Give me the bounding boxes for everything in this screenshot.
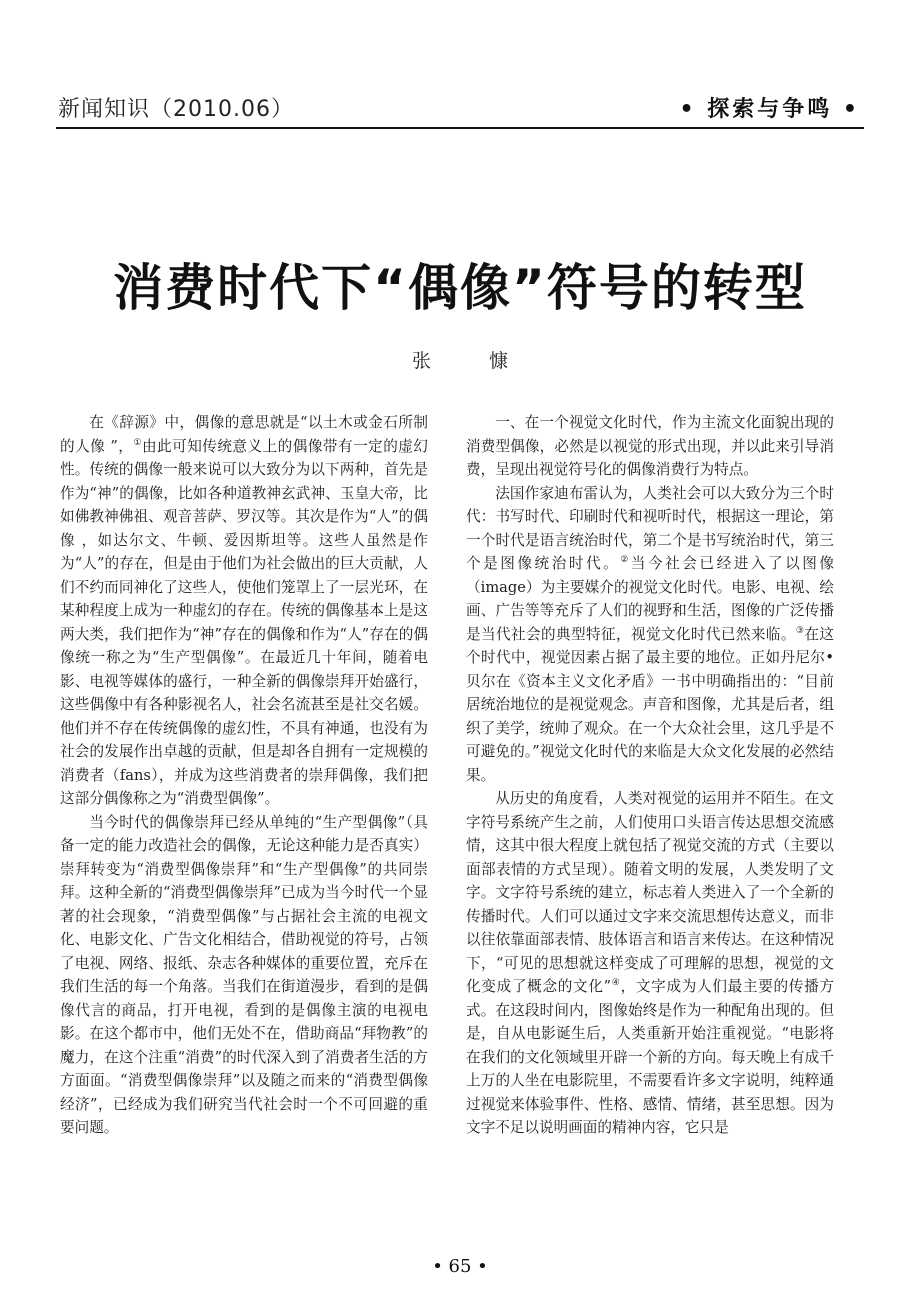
left-paragraph-1-text-b: 由此可知传统意义上的偶像带有一定的虚幻性。传统的偶像一般来说可以大致分为以下两种，首先是作为“神”的偶像，比如各种道教神玄武神、玉皇大帝，比如佛教神佛祖、观音菩萨、罗汉等。其次是作为“人”的偶像 ，如达尔文、牛顿、爱因斯坦等。这些人虽然是作为“人”的存在，但是由于他们为社会做出的巨大贡献，人们不约而同神化了这些人，使他们笼罩上了一层光环，在某种程度上成为一种虚幻的存在。传统的偶像基本上是这两大类，我们把作为“神”存在的偶像和作为“人”存在的偶像统一称之为“生产型偶像”。在最近几十年间，随着电影、电视等媒体的盛行，一种全新的偶像崇拜开始盛行，这些偶像中有各种影视名人，社会名流甚至是社交名媛。他们并不存在传统偶像的虚幻性，不具有神通，也没有为社会的发展作出卓越的贡献，但是却各自拥有一定规模的消费者（fans），并成为这些消费者的崇拜偶像，我们把这部分偶像称之为“消费型偶像”。 [60,437,428,807]
footnote-marker-4: ④ [611,978,621,989]
right-paragraph-1: 一、在一个视觉文化时代，作为主流文化面貌出现的消费型偶像，必然是以视觉的形式出现，并以此来引导消费，呈现出视觉符号化的偶像消费行为特点。 [466,414,834,478]
right-paragraph-2-text-a: 法国作家迪布雷认为，人类社会可以大致分为三个时代：书写时代、印刷时代和视听时代，根据这一理论，第一个时代是语言统治时代，第二个是书写统治时代，第三个是图像统治时代。 [466,484,834,572]
journal-header: 新闻知识（2010.06） [58,97,294,122]
right-paragraph-3 [466,787,834,1140]
right-paragraph-2-text-c: 在这个时代中，视觉因素占据了最主要的地位。正如丹尼尔•贝尔在《资本主义文化矛盾》一书中明确指出的：“目前居统治地位的是视觉观念。声音和图像，尤其是后者，组织了美学，统帅了观众。在一个大众社会里，这几乎是不可避免的。”视觉文化时代的来临是大众文化发展的必然结果。 [466,625,834,784]
right-paragraph-3-text-a: 从历史的角度看，人类对视觉的运用并不陌生。在文字符号系统产生之前，人们使用口头语言传达思想交流感情，这其中很大程度上就包括了视觉交流的方式（主要以面部表情的方式呈现）。随着文明的发展，人类发明了文字。文字符号系统的建立，标志着人类进入了一个全新的传播时代。人们可以通过文字来交流思想传达意义，而非以往依靠面部表情、肢体语言和语言来传达。在这种情况下，“可见的思想就这样变成了可理解的思想，视觉的文化变成了概念的文化” [466,790,834,995]
footnote-marker-3: ③ [795,625,805,636]
page-number: • 65 • [432,1256,488,1277]
left-column [60,411,428,1140]
right-column [466,411,834,1140]
right-paragraph-2 [466,482,834,788]
footnote-marker-1: ① [133,437,142,448]
article-title: 消费时代下“偶像”符号的转型 [113,259,807,317]
left-paragraph-2: 当今时代的偶像崇拜已经从单纯的“生产型偶像”（具备一定的能力改造社会的偶像，无论这种能力是否真实）崇拜转变为“消费型偶像崇拜”和“生产型偶像”的共同崇拜。这种全新的“消费型偶像崇拜”已成为当今时代一个显著的社会现象，“消费型偶像”与占据社会主流的电视文化、电影文化、广告文化相结合，借助视觉的符号，占领了电视、网络、报纸、杂志各种媒体的重要位置，充斥在我们生活的每一个角落。当我们在街道漫步，看到的是偶像代言的商品，打开电视，看到的是偶像主演的电视电影。在这个都市中，他们无处不在，借助商品“拜物教”的魔力，在这个注重“消费”的时代深入到了消费者生活的方方面面。“消费型偶像崇拜”以及随之而来的“消费型偶像经济”，已经成为我们研究当代社会时一个不可回避的重要问题。 [60,813,428,1136]
section-header: • 探索与争鸣 • [679,97,860,122]
header-rule [56,127,864,129]
footnote-marker-2: ② [620,555,631,566]
article-author: 张 慷 [411,350,535,372]
right-paragraph-2-text-b: 当今社会已经进入了以图像（image）为主要媒介的视觉文化时代。电影、电视、绘画、广告等等充斥了人们的视野和生活，图像的广泛传播是当代社会的典型特征，视觉文化时代已然来临。 [466,555,834,643]
left-paragraph-1 [60,411,428,811]
left-paragraph-1-text-a: 在《辞源》中，偶像的意思就是“以土木或金石所制的人像 ”， [60,414,428,455]
right-paragraph-3-text-b: ，文字成为人们最主要的传播方式。在这段时间内，图像始终是作为一种配角出现的。但是，自从电影诞生后，人类重新开始注重视觉。“电影将在我们的文化领域里开辟一个新的方向。每天晚上有成千上万的人坐在电影院里，不需要看许多文字说明，纯粹通过视觉来体验事件、性格、感情、情绪，甚至思想。因为文字不足以说明画面的精神内容，它只是 [466,978,834,1136]
